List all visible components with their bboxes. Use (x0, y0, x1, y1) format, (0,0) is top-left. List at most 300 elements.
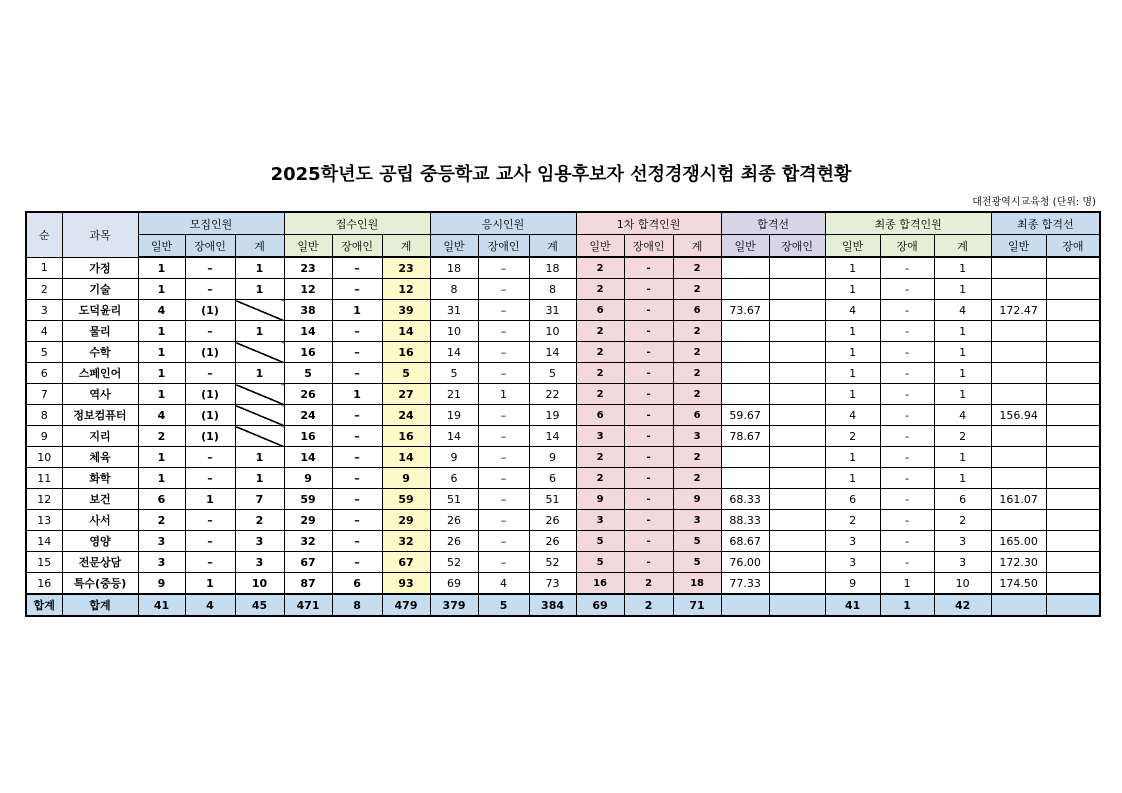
header-sub: 계 (934, 235, 991, 258)
cell-final: 4 (934, 300, 991, 321)
cell-final-cut (1046, 594, 1100, 616)
cell-first: 6 (673, 300, 721, 321)
cell-final: - (880, 384, 934, 405)
header-group-first: 1차 합격인원 (576, 212, 721, 235)
cell-final: 1 (825, 447, 880, 468)
cell-cut (769, 489, 825, 510)
cell-subject: 수학 (62, 342, 138, 363)
header-sub: 일반 (284, 235, 332, 258)
table-row (26, 384, 1100, 405)
cell-recruit: 4 (138, 300, 185, 321)
cell-final: 2 (934, 510, 991, 531)
cell-apply: 16 (382, 426, 430, 447)
cell-final: - (880, 447, 934, 468)
cell-recruit: 1 (138, 468, 185, 489)
cell-recruit: 6 (138, 489, 185, 510)
cell-first: 2 (576, 279, 624, 300)
cell-cut (721, 594, 769, 616)
cell-cut (769, 510, 825, 531)
table-row (26, 573, 1100, 595)
cell-recruit (235, 426, 284, 447)
cell-exam: – (478, 468, 529, 489)
cell-subject: 보건 (62, 489, 138, 510)
cell-cut (769, 405, 825, 426)
cell-apply: – (332, 510, 382, 531)
cell-first: 2 (673, 342, 721, 363)
cell-subject: 물리 (62, 321, 138, 342)
cell-apply: 67 (382, 552, 430, 573)
cell-first: - (624, 447, 673, 468)
cell-recruit: 1 (235, 363, 284, 384)
total-row (26, 594, 1100, 616)
cell-apply: – (332, 279, 382, 300)
cell-exam: 31 (430, 300, 478, 321)
table-row (26, 510, 1100, 531)
table-row (26, 447, 1100, 468)
cell-final: 1 (934, 321, 991, 342)
cell-exam: – (478, 447, 529, 468)
cell-apply: – (332, 363, 382, 384)
cell-recruit: 1 (235, 447, 284, 468)
cell-cut (721, 342, 769, 363)
cell-exam: 5 (430, 363, 478, 384)
cell-exam: 9 (529, 447, 576, 468)
cell-first: 3 (576, 426, 624, 447)
cell-final: 4 (934, 405, 991, 426)
cell-subject: 스페인어 (62, 363, 138, 384)
table-row (26, 531, 1100, 552)
cell-first: 9 (576, 489, 624, 510)
cell-cut (721, 363, 769, 384)
cell-first: 2 (576, 342, 624, 363)
cell-cut: 76.00 (721, 552, 769, 573)
cell-cut (721, 257, 769, 279)
cell-final: 2 (825, 510, 880, 531)
cell-final: 2 (934, 426, 991, 447)
cell-exam: 10 (430, 321, 478, 342)
cell-final: 4 (825, 405, 880, 426)
cell-recruit: 1 (138, 279, 185, 300)
cell-apply: 14 (382, 321, 430, 342)
cell-recruit: (1) (185, 342, 235, 363)
cell-final: 3 (934, 552, 991, 573)
cell-recruit: 3 (235, 552, 284, 573)
cell-recruit: 10 (235, 573, 284, 595)
cell-final-cut: 172.30 (991, 552, 1046, 573)
cell-final: - (880, 321, 934, 342)
cell-recruit: 4 (185, 594, 235, 616)
cell-apply: 93 (382, 573, 430, 595)
cell-final: 1 (934, 342, 991, 363)
cell-final-cut (991, 384, 1046, 405)
cell-apply: 38 (284, 300, 332, 321)
table-row (26, 342, 1100, 363)
cell-cut (769, 363, 825, 384)
cell-final: 6 (825, 489, 880, 510)
header-sub: 계 (382, 235, 430, 258)
cell-cut (721, 447, 769, 468)
cell-cut (769, 384, 825, 405)
cell-no: 합계 (26, 594, 62, 616)
cell-first: - (624, 363, 673, 384)
cell-cut (769, 552, 825, 573)
cell-no: 11 (26, 468, 62, 489)
cell-apply: 59 (284, 489, 332, 510)
cell-final-cut (1046, 300, 1100, 321)
cell-subject: 정보컴퓨터 (62, 405, 138, 426)
cell-recruit: – (185, 468, 235, 489)
cell-final: 1 (934, 363, 991, 384)
table-row (26, 300, 1100, 321)
cell-first: - (624, 300, 673, 321)
cell-exam: – (478, 363, 529, 384)
cell-final: 3 (934, 531, 991, 552)
cell-first: - (624, 384, 673, 405)
cell-no: 10 (26, 447, 62, 468)
cell-cut: 73.67 (721, 300, 769, 321)
cell-apply: 16 (382, 342, 430, 363)
cell-first: 6 (576, 300, 624, 321)
cell-subject: 화학 (62, 468, 138, 489)
cell-recruit: 3 (235, 531, 284, 552)
cell-apply: 32 (382, 531, 430, 552)
cell-no: 16 (26, 573, 62, 595)
cell-recruit: (1) (185, 405, 235, 426)
cell-final-cut (991, 342, 1046, 363)
cell-final: - (880, 300, 934, 321)
cell-first: 5 (576, 552, 624, 573)
cell-first: 3 (673, 510, 721, 531)
cell-exam: 10 (529, 321, 576, 342)
cell-apply: – (332, 405, 382, 426)
cell-apply: 23 (284, 257, 332, 279)
cell-apply: – (332, 552, 382, 573)
cell-final: 42 (934, 594, 991, 616)
header-group-final-cut: 최종 합격선 (991, 212, 1100, 235)
cell-first: 71 (673, 594, 721, 616)
cell-final: 1 (825, 384, 880, 405)
cell-recruit: – (185, 531, 235, 552)
cell-exam: – (478, 552, 529, 573)
cell-exam: 5 (478, 594, 529, 616)
cell-subject: 사서 (62, 510, 138, 531)
cell-recruit: (1) (185, 384, 235, 405)
cell-final-cut (1046, 384, 1100, 405)
cell-cut: 59.67 (721, 405, 769, 426)
cell-recruit: – (185, 552, 235, 573)
header-sub: 일반 (430, 235, 478, 258)
cell-apply: 9 (382, 468, 430, 489)
cell-first: - (624, 279, 673, 300)
cell-recruit: – (185, 321, 235, 342)
table-row (26, 321, 1100, 342)
cell-recruit: 1 (185, 489, 235, 510)
cell-apply: 87 (284, 573, 332, 595)
cell-exam: 31 (529, 300, 576, 321)
cell-first: 2 (673, 279, 721, 300)
cell-apply: 23 (382, 257, 430, 279)
cell-first: 2 (673, 447, 721, 468)
cell-recruit: 1 (235, 468, 284, 489)
cell-exam: 51 (430, 489, 478, 510)
cell-final-cut (991, 426, 1046, 447)
cell-final-cut (1046, 279, 1100, 300)
cell-final-cut (1046, 321, 1100, 342)
cell-apply: 27 (382, 384, 430, 405)
cell-final: 41 (825, 594, 880, 616)
cell-final-cut (1046, 257, 1100, 279)
cell-final: - (880, 405, 934, 426)
cell-final: 1 (825, 468, 880, 489)
cell-exam: 26 (430, 531, 478, 552)
cell-first: 3 (673, 426, 721, 447)
cell-apply: – (332, 489, 382, 510)
header-sub: 일반 (991, 235, 1046, 258)
cell-first: 2 (576, 468, 624, 489)
table-row (26, 489, 1100, 510)
cell-final-cut (1046, 426, 1100, 447)
cell-apply: – (332, 342, 382, 363)
cell-final: - (880, 426, 934, 447)
unit-note: 대전광역시교육청 (단위: 명) (972, 197, 1096, 208)
results-table (25, 211, 1101, 617)
header-sub: 장애인 (769, 235, 825, 258)
page-title: 2025학년도 공립 중등학교 교사 임용후보자 선정경쟁시험 최종 합격현황 (270, 164, 852, 185)
cell-first: 16 (576, 573, 624, 595)
cell-recruit: 41 (138, 594, 185, 616)
cell-recruit: – (185, 279, 235, 300)
cell-first: 2 (576, 321, 624, 342)
cell-cut (721, 321, 769, 342)
cell-exam: – (478, 426, 529, 447)
cell-final: 3 (825, 552, 880, 573)
header-sub: 일반 (721, 235, 769, 258)
cell-recruit: – (185, 363, 235, 384)
cell-final: - (880, 468, 934, 489)
cell-final: 10 (934, 573, 991, 595)
cell-apply: 24 (382, 405, 430, 426)
cell-subject: 영양 (62, 531, 138, 552)
cell-apply: 67 (284, 552, 332, 573)
cell-final: 4 (825, 300, 880, 321)
cell-apply: 6 (332, 573, 382, 595)
cell-apply: 29 (382, 510, 430, 531)
cell-final-cut: 156.94 (991, 405, 1046, 426)
header-sub: 장애 (880, 235, 934, 258)
cell-subject: 기술 (62, 279, 138, 300)
cell-recruit: 1 (138, 257, 185, 279)
table-row (26, 552, 1100, 573)
cell-final-cut (1046, 489, 1100, 510)
cell-apply: 1 (332, 384, 382, 405)
cell-no: 9 (26, 426, 62, 447)
cell-exam: – (478, 279, 529, 300)
cell-recruit (235, 300, 284, 321)
cell-cut (769, 531, 825, 552)
cell-apply: – (332, 447, 382, 468)
cell-exam: 26 (529, 510, 576, 531)
cell-recruit: – (185, 447, 235, 468)
header-sub: 장애인 (185, 235, 235, 258)
cell-exam: 5 (529, 363, 576, 384)
cell-final-cut: 172.47 (991, 300, 1046, 321)
cell-first: 6 (576, 405, 624, 426)
table-row (26, 468, 1100, 489)
cell-final-cut (1046, 531, 1100, 552)
cell-exam: 9 (430, 447, 478, 468)
cell-final: 1 (825, 257, 880, 279)
cell-no: 8 (26, 405, 62, 426)
cell-first: 2 (576, 363, 624, 384)
cell-cut (769, 447, 825, 468)
table-row (26, 426, 1100, 447)
cell-cut (769, 426, 825, 447)
cell-final-cut (1046, 447, 1100, 468)
cell-first: 2 (673, 468, 721, 489)
cell-first: 2 (673, 321, 721, 342)
cell-exam: 14 (430, 426, 478, 447)
cell-no: 14 (26, 531, 62, 552)
cell-recruit: 3 (138, 531, 185, 552)
cell-apply: 471 (284, 594, 332, 616)
cell-subject: 역사 (62, 384, 138, 405)
cell-recruit: 7 (235, 489, 284, 510)
cell-exam: 14 (529, 426, 576, 447)
cell-apply: 16 (284, 342, 332, 363)
cell-exam: 8 (529, 279, 576, 300)
cell-first: 18 (673, 573, 721, 595)
cell-apply: 24 (284, 405, 332, 426)
cell-recruit: (1) (185, 426, 235, 447)
cell-final: 1 (825, 363, 880, 384)
cell-final: 1 (934, 257, 991, 279)
cell-final-cut: 174.50 (991, 573, 1046, 595)
cell-first: - (624, 552, 673, 573)
header-sub: 일반 (138, 235, 185, 258)
cell-first: - (624, 405, 673, 426)
cell-exam: 384 (529, 594, 576, 616)
header-group-final: 최종 합격인원 (825, 212, 991, 235)
cell-no: 12 (26, 489, 62, 510)
cell-final: - (880, 552, 934, 573)
table-row (26, 257, 1100, 279)
cell-recruit: – (185, 257, 235, 279)
cell-exam: 52 (529, 552, 576, 573)
cell-recruit: (1) (185, 300, 235, 321)
cell-apply: 59 (382, 489, 430, 510)
cell-recruit: 1 (185, 573, 235, 595)
cell-no: 3 (26, 300, 62, 321)
cell-exam: 14 (529, 342, 576, 363)
cell-first: 2 (673, 384, 721, 405)
cell-no: 2 (26, 279, 62, 300)
cell-apply: 16 (284, 426, 332, 447)
cell-subject: 체육 (62, 447, 138, 468)
header-sub: 장애인 (332, 235, 382, 258)
cell-cut: 88.33 (721, 510, 769, 531)
cell-exam: 18 (529, 257, 576, 279)
cell-subject: 합계 (62, 594, 138, 616)
cell-no: 1 (26, 257, 62, 279)
table-body (26, 257, 1100, 616)
cell-final: 6 (934, 489, 991, 510)
cell-recruit: 1 (138, 363, 185, 384)
cell-final-cut: 165.00 (991, 531, 1046, 552)
cell-apply: – (332, 257, 382, 279)
cell-no: 7 (26, 384, 62, 405)
cell-cut: 68.33 (721, 489, 769, 510)
cell-exam: – (478, 321, 529, 342)
cell-first: 2 (624, 573, 673, 595)
cell-apply: 5 (382, 363, 430, 384)
cell-first: - (624, 510, 673, 531)
cell-final: - (880, 489, 934, 510)
cell-final: 1 (825, 321, 880, 342)
header-group-exam: 응시인원 (430, 212, 576, 235)
cell-recruit: 2 (138, 510, 185, 531)
cell-exam: 73 (529, 573, 576, 595)
cell-recruit: 45 (235, 594, 284, 616)
cell-final: - (880, 279, 934, 300)
header-sub: 장애 (1046, 235, 1100, 258)
cell-recruit: 2 (235, 510, 284, 531)
cell-no: 5 (26, 342, 62, 363)
cell-recruit: 1 (138, 321, 185, 342)
cell-apply: 8 (332, 594, 382, 616)
header-sub: 일반 (576, 235, 624, 258)
cell-cut: 68.67 (721, 531, 769, 552)
cell-recruit: 2 (138, 426, 185, 447)
cell-apply: – (332, 468, 382, 489)
cell-final: 3 (825, 531, 880, 552)
cell-final: - (880, 531, 934, 552)
cell-final-cut (991, 447, 1046, 468)
cell-final-cut (1046, 363, 1100, 384)
cell-apply: – (332, 321, 382, 342)
cell-recruit: 1 (138, 447, 185, 468)
cell-first: 3 (576, 510, 624, 531)
cell-apply: 29 (284, 510, 332, 531)
cell-apply: – (332, 531, 382, 552)
cell-cut (769, 321, 825, 342)
table-row (26, 363, 1100, 384)
cell-cut (769, 257, 825, 279)
cell-exam: – (478, 510, 529, 531)
cell-recruit (235, 384, 284, 405)
cell-final-cut (1046, 342, 1100, 363)
cell-final: 1 (934, 384, 991, 405)
cell-cut (769, 300, 825, 321)
cell-apply: 12 (382, 279, 430, 300)
cell-final: 1 (880, 594, 934, 616)
cell-apply: 1 (332, 300, 382, 321)
cell-final: - (880, 363, 934, 384)
cell-subject: 특수(중등) (62, 573, 138, 595)
cell-subject: 지리 (62, 426, 138, 447)
cell-exam: – (478, 257, 529, 279)
cell-first: - (624, 489, 673, 510)
cell-first: 2 (673, 363, 721, 384)
cell-exam: 4 (478, 573, 529, 595)
cell-final-cut (991, 279, 1046, 300)
header-sub: 장애인 (478, 235, 529, 258)
cell-exam: – (478, 300, 529, 321)
cell-apply: 479 (382, 594, 430, 616)
cell-exam: 1 (478, 384, 529, 405)
cell-recruit: 1 (235, 279, 284, 300)
cell-first: 2 (576, 257, 624, 279)
cell-first: 5 (576, 531, 624, 552)
